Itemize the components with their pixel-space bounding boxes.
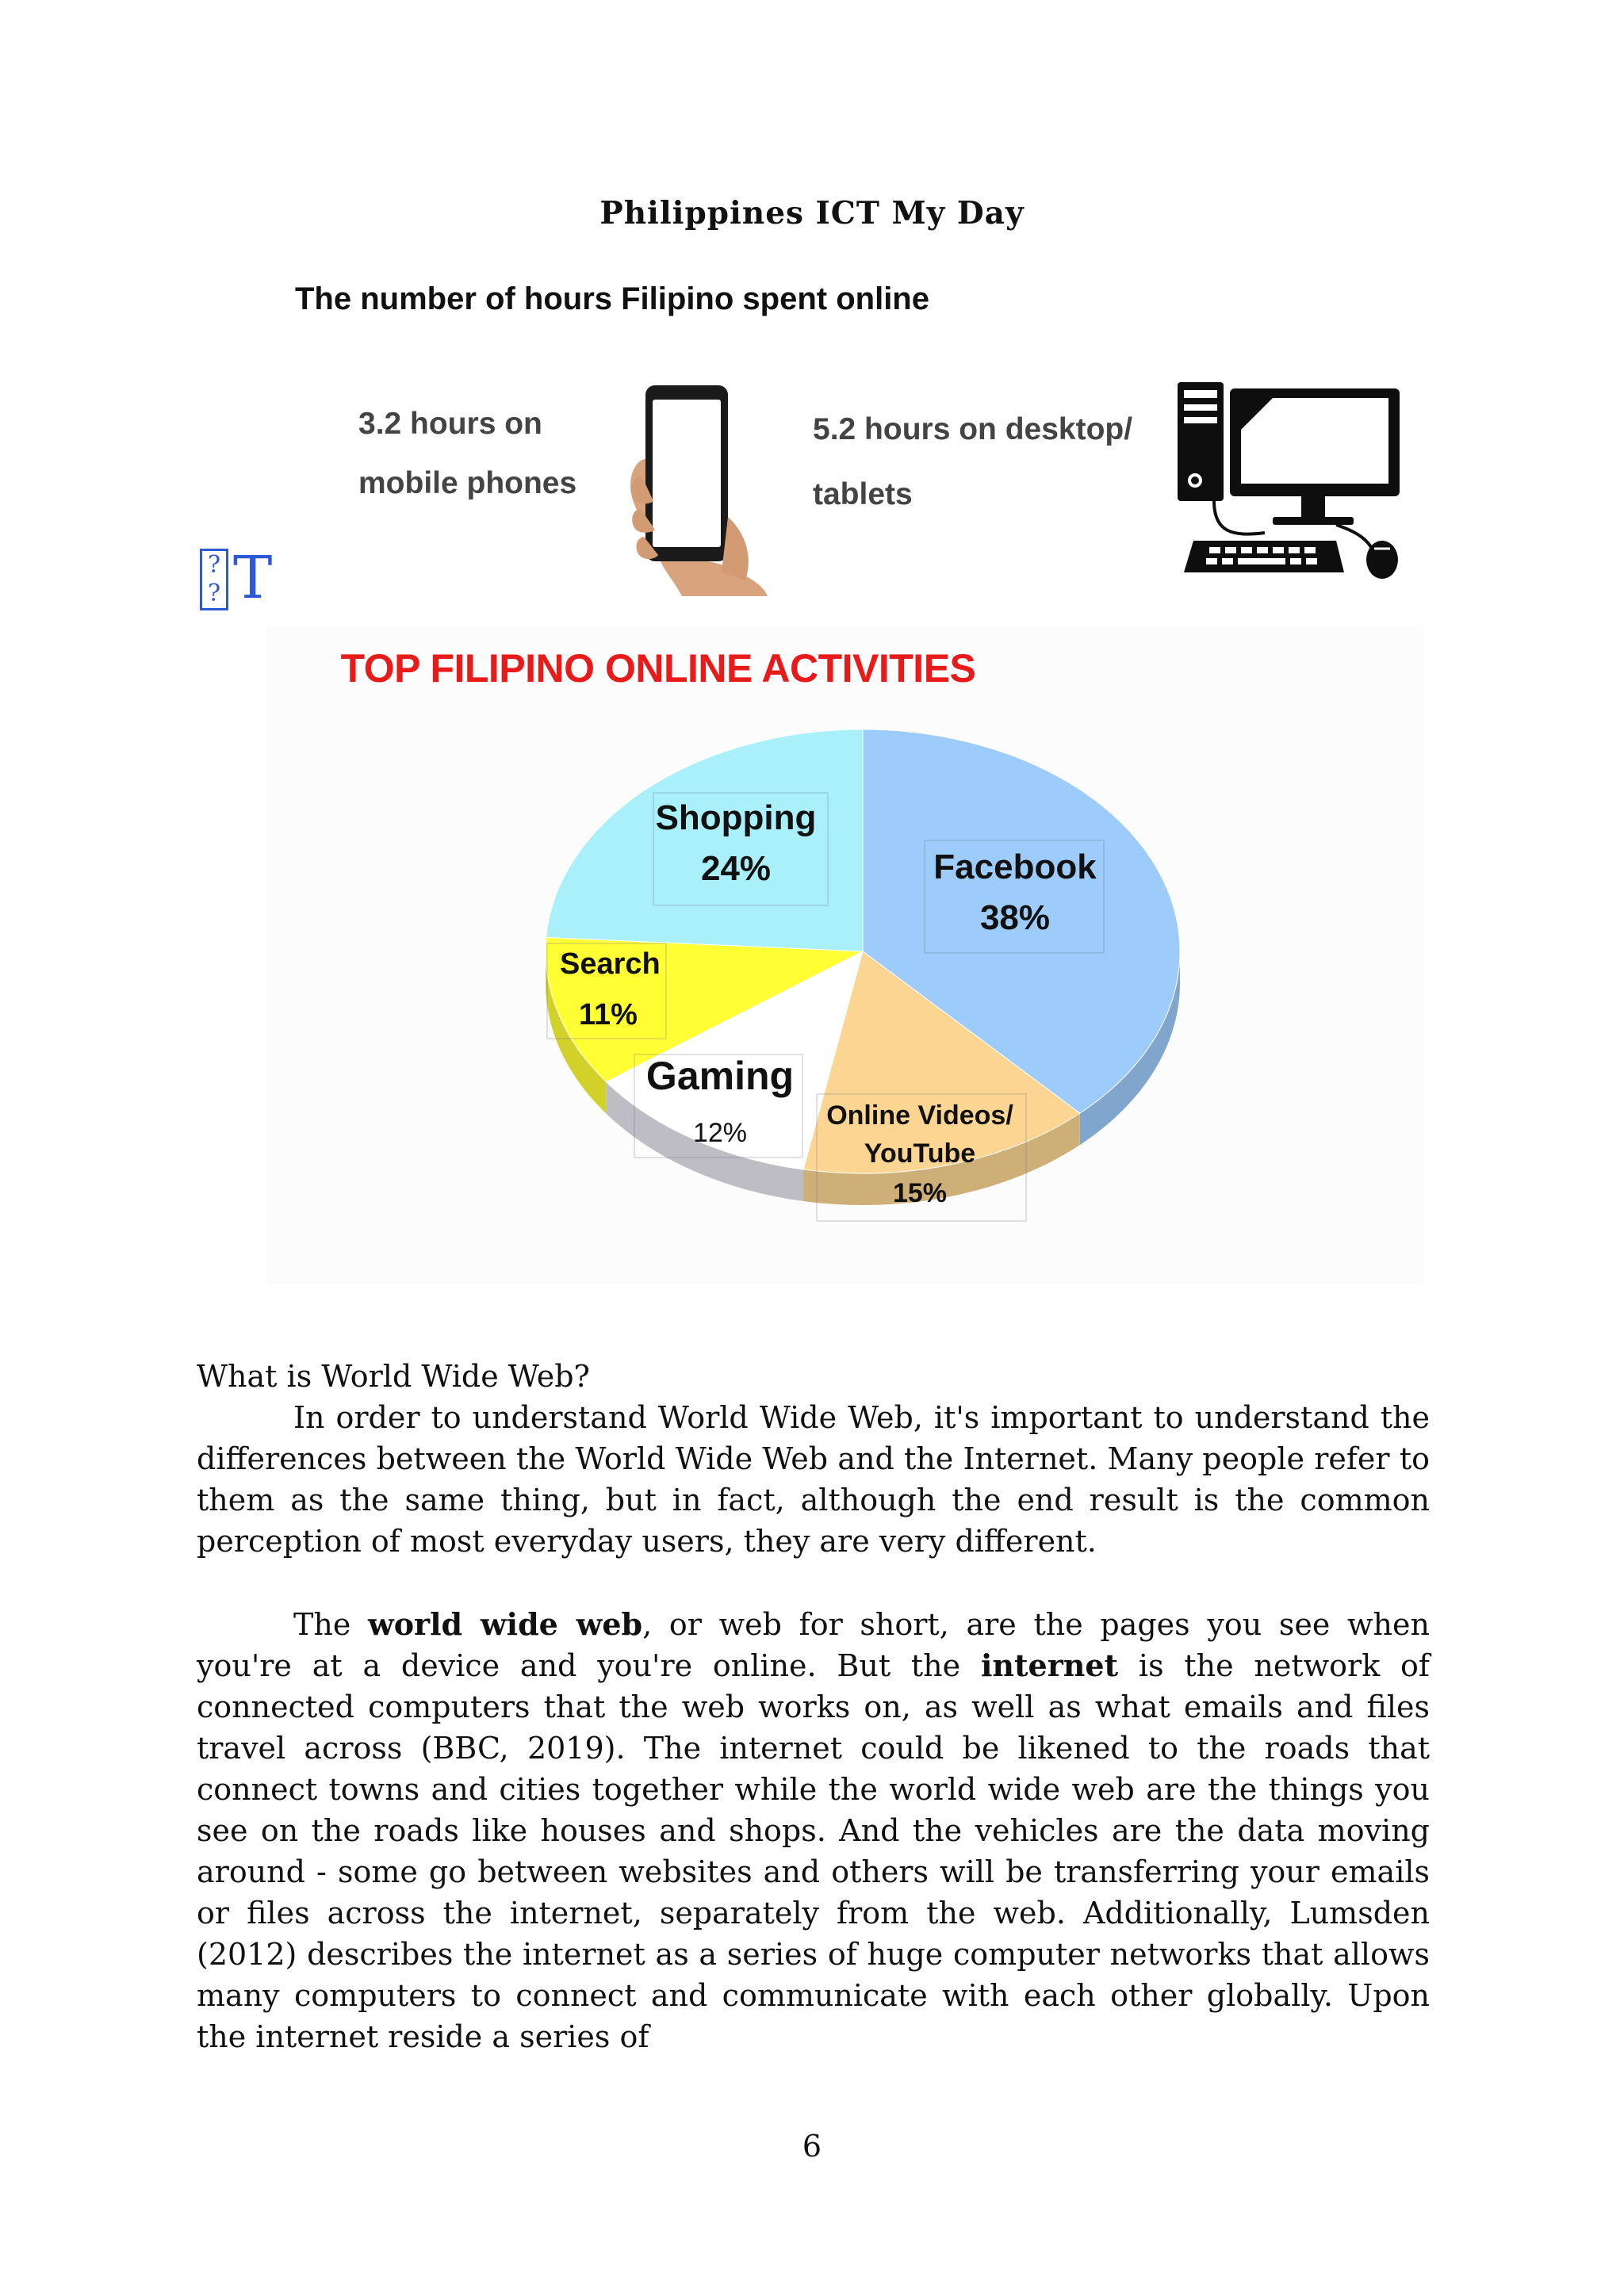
placeholder-letter: T bbox=[233, 544, 273, 612]
pie-label-name-4: Shopping bbox=[655, 798, 817, 837]
missing-glyph-icon: ? ? bbox=[200, 549, 228, 610]
paragraph-1-text: In order to understand World Wide Web, it's important to understand the differences between the World Wide Web and the Internet. Many people refer to them as the same thing, but in fact, although the end result is the common perception of most everyday users, they are very different. bbox=[197, 1400, 1430, 1559]
pie-label-name-2: Gaming bbox=[645, 1054, 795, 1098]
page-number: 6 bbox=[802, 2129, 822, 2164]
body-question: What is World Wide Web? bbox=[197, 1359, 590, 1394]
pie-label-name-3: Search bbox=[560, 947, 661, 981]
pie-label-name2-1: YouTube bbox=[864, 1138, 976, 1169]
pie-label-name-0: Facebook bbox=[933, 848, 1097, 886]
pie-label-value-2: 12% bbox=[692, 1118, 748, 1148]
para2-text-e: is the network of connected computers that the web works on, as well as what emails and files travel across (BBC, 2019). The internet could be likened to the roads that connect towns and cities together while the world wide web are the things you see on the roads like houses and shops. And the vehicles are the data moving around - some go between websites and others will be transferring your emails or files across the internet, separately from the web. Additionally, Lumsden (2012) describes the internet as a series of huge computer networks that allows many computers to connect and communicate with each other globally. Upon the internet reside a series of bbox=[197, 1648, 1430, 2054]
para2-bold-internet: internet bbox=[980, 1647, 1119, 1683]
paragraph-2 bbox=[197, 1604, 1430, 2057]
pie-label-value-0: 38% bbox=[979, 898, 1051, 937]
para2-text-c: , or web for short, are the pages you see when you're at a device and you're online. But the bbox=[197, 1607, 1430, 1683]
paragraph-1 bbox=[197, 1397, 1430, 1562]
para2-bold-world-wide-web: world wide web bbox=[368, 1606, 643, 1642]
pie-label-value-1: 15% bbox=[892, 1178, 948, 1208]
desktop-stat-line1: 5.2 hours on desktop/ bbox=[813, 412, 1133, 446]
pie-label-name-1: Online Videos/ bbox=[826, 1100, 1013, 1131]
mobile-stat-line2: mobile phones bbox=[358, 466, 577, 500]
pie-label-value-3: 11% bbox=[579, 998, 638, 1031]
page-title: Philippines ICT My Day bbox=[599, 195, 1025, 232]
mobile-stat-line1: 3.2 hours on bbox=[358, 407, 542, 441]
pie-slice-shopping bbox=[546, 729, 863, 951]
pie-label-value-4: 24% bbox=[700, 849, 772, 888]
desktop-stat-line2: tablets bbox=[813, 477, 913, 511]
para2-text-a: The bbox=[293, 1607, 368, 1642]
chart-title: TOP FILIPINO ONLINE ACTIVITIES bbox=[340, 646, 976, 691]
page-subtitle: The number of hours Filipino spent online bbox=[295, 281, 929, 316]
